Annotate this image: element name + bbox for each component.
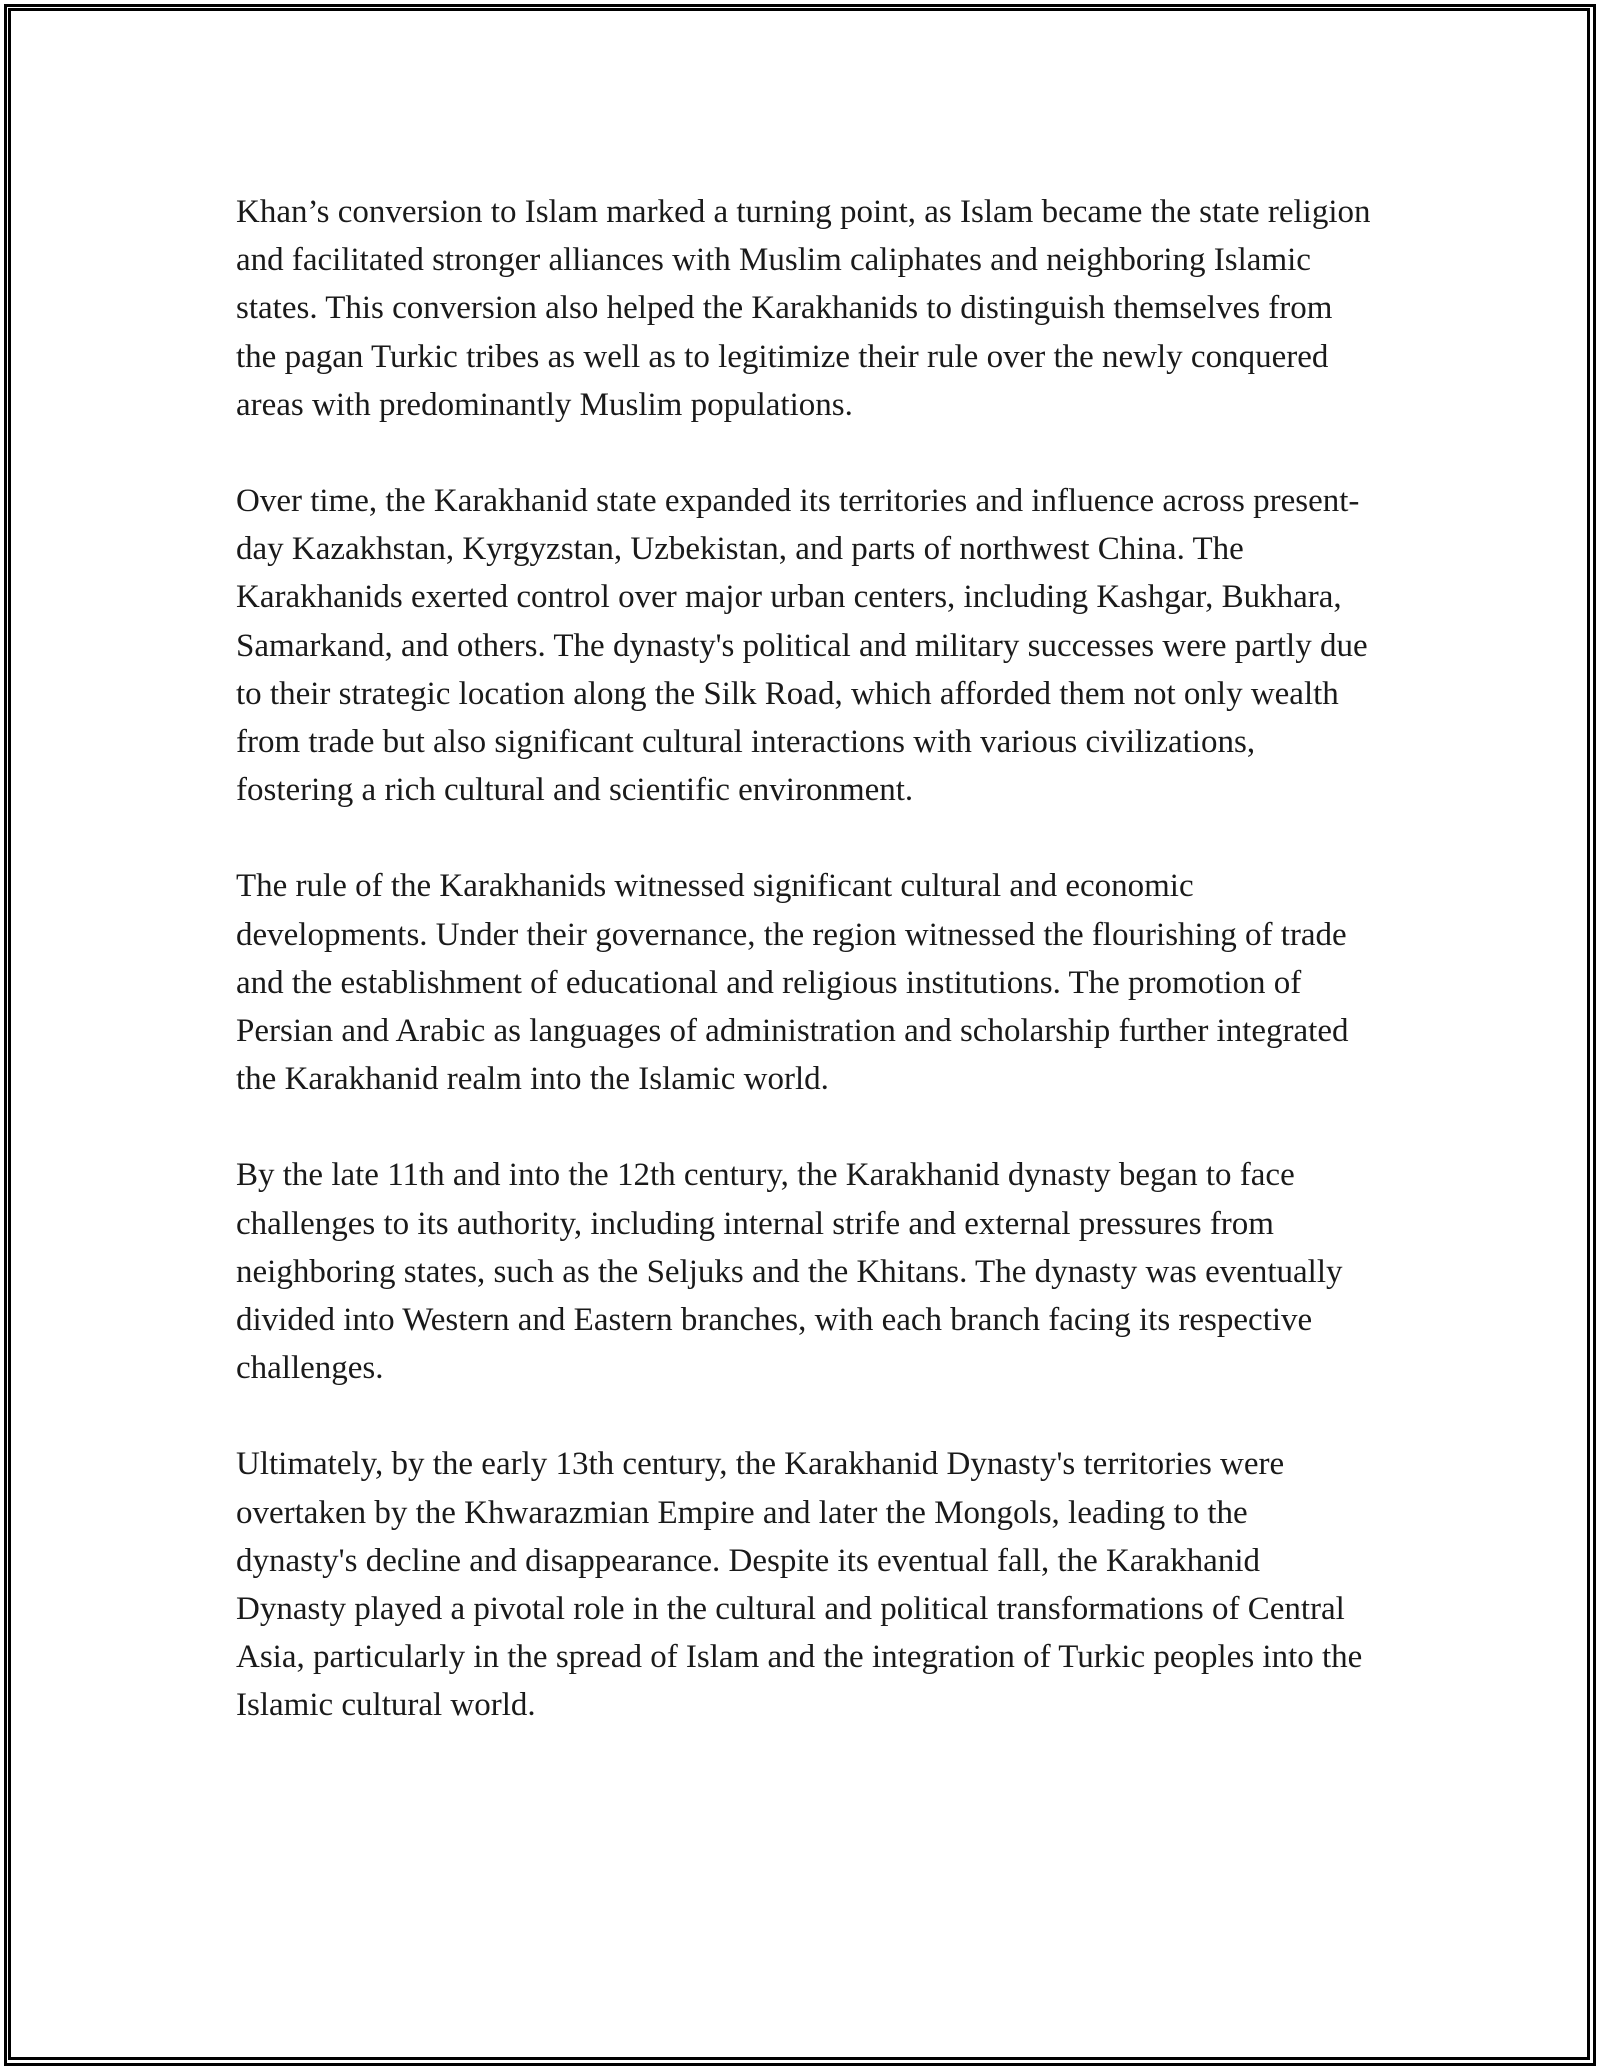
paragraph-2: Over time, the Karakhanid state expanded its territories and influence across present-day Kazakhstan, Kyrgyzstan, Uzbekistan, and parts of northwest China. The Karakhanids exerted control over major urban centers, including Kashgar, Bukhara, Samarkand, and others. The dynasty's political and military successes were partly due to their strategic location along the Silk Road, which afforded them not only wealth from trade but also significant cultural interactions with various civilizations, fostering a rich cultural and scientific environment. (236, 483, 1368, 809)
paragraph-4: By the late 11th and into the 12th century, the Karakhanid dynasty began to face challenges to its authority, including internal strife and external pressures from neighboring states, such as the Seljuks and the Khitans. The dynasty was eventually divided into Western and Eastern branches, with each branch facing its respective challenges. (236, 1157, 1343, 1387)
paragraph-5: Ultimately, by the early 13th century, the Karakhanid Dynasty's territories were overtaken by the Khwarazmian Empire and later the Mongols, leading to the dynasty's decline and disappearance. Despite its eventual fall, the Karakhanid Dynasty played a pivotal role in the cultural and political transformations of Central Asia, particularly in the spread of Islam and the integration of Turkic peoples into the Islamic cultural world. (236, 1446, 1363, 1724)
paragraph-1: Khan’s conversion to Islam marked a turning point, as Islam became the state religion and facilitated stronger alliances with Muslim caliphates and neighboring Islamic states. This conversion also helped the Karakhanids to distinguish themselves from the pagan Turkic tribes as well as to legitimize their rule over the newly conquered areas with predominantly Muslim populations. (236, 194, 1371, 423)
document-body (236, 188, 1376, 1778)
paragraph-3: The rule of the Karakhanids witnessed significant cultural and economic developments. Under their governance, the region witnessed the flourishing of trade and the establishment of educational and religious institutions. The promotion of Persian and Arabic as languages of administration and scholarship further integrated the Karakhanid realm into the Islamic world. (236, 868, 1349, 1098)
